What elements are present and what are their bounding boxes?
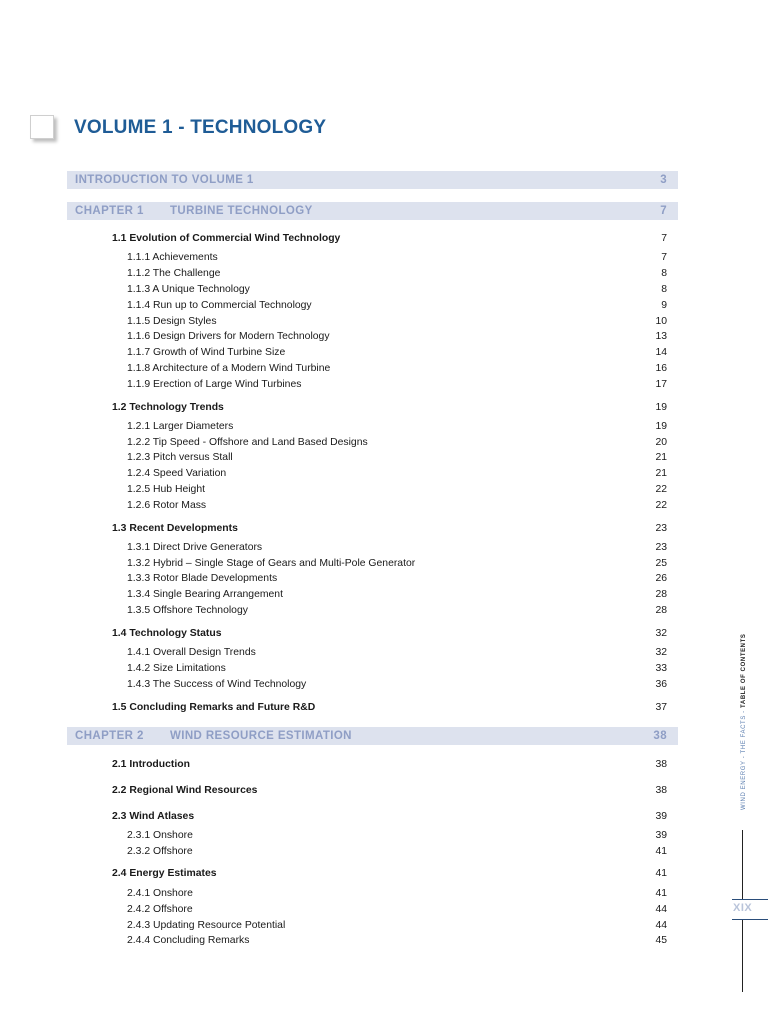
toc-entry-title: 1.2.4 Speed Variation bbox=[127, 468, 227, 479]
toc-entry-title: 1.2.5 Hub Height bbox=[127, 484, 205, 495]
toc-entry-title: 1.2.2 Tip Speed - Offshore and Land Based Designs bbox=[127, 437, 368, 448]
toc-entry-page: 45 bbox=[655, 935, 667, 946]
toc-entry-page: 38 bbox=[655, 759, 667, 770]
toc-entry-page: 36 bbox=[655, 679, 667, 690]
volume-title: VOLUME 1 - TECHNOLOGY bbox=[74, 117, 327, 138]
toc-entry-page: 32 bbox=[655, 647, 667, 658]
toc-entry-page: 19 bbox=[655, 421, 667, 432]
toc-entry-page: 41 bbox=[655, 846, 667, 857]
toc-entry-page: 9 bbox=[661, 300, 667, 311]
toc-entry-page: 41 bbox=[655, 888, 667, 899]
toc-entry-page: 25 bbox=[655, 558, 667, 569]
page-number-rule-top bbox=[732, 899, 768, 900]
chapter2-label: WIND RESOURCE ESTIMATION bbox=[170, 730, 352, 742]
toc-entry-page: 7 bbox=[661, 233, 667, 244]
toc-entry-title: 1.1.5 Design Styles bbox=[127, 316, 217, 327]
toc-entry-title: 2.3.1 Onshore bbox=[127, 830, 193, 841]
toc-entry-page: 32 bbox=[655, 628, 667, 639]
toc-entry-page: 39 bbox=[655, 811, 667, 822]
toc-entry-title: 1.5 Concluding Remarks and Future R&D bbox=[112, 702, 316, 713]
toc-entry-page: 38 bbox=[655, 785, 667, 796]
toc-entry-title: 1.3 Recent Developments bbox=[112, 523, 238, 534]
toc-entry-title: 1.1.9 Erection of Large Wind Turbines bbox=[127, 379, 302, 390]
chapter2-heading[interactable] bbox=[67, 727, 678, 745]
toc-entry-title: 2.4.4 Concluding Remarks bbox=[127, 935, 250, 946]
chapter2-page: 38 bbox=[653, 730, 667, 742]
chapter1-number: CHAPTER 1 bbox=[75, 205, 144, 217]
toc-entry-title: 1.4.1 Overall Design Trends bbox=[127, 647, 256, 658]
toc-entry-title: 1.3.4 Single Bearing Arrangement bbox=[127, 589, 283, 600]
margin-rule-bottom bbox=[742, 920, 743, 992]
toc-entry-title: 2.2 Regional Wind Resources bbox=[112, 785, 258, 796]
toc-entry-page: 7 bbox=[661, 252, 667, 263]
chapter1-heading[interactable] bbox=[67, 202, 678, 220]
toc-entry-title: 1.2.3 Pitch versus Stall bbox=[127, 452, 233, 463]
toc-entry-page: 22 bbox=[655, 484, 667, 495]
toc-entry-page: 44 bbox=[655, 920, 667, 931]
toc-entry-page: 39 bbox=[655, 830, 667, 841]
toc-entry-title: 1.3.3 Rotor Blade Developments bbox=[127, 573, 278, 584]
toc-entry-title: 1.1.2 The Challenge bbox=[127, 268, 221, 279]
toc-entry-title: 1.2 Technology Trends bbox=[112, 402, 224, 413]
toc-entry-title: 1.2.1 Larger Diameters bbox=[127, 421, 234, 432]
toc-entry-page: 16 bbox=[655, 363, 667, 374]
toc-entry-title: 1.1.6 Design Drivers for Modern Technology bbox=[127, 331, 330, 342]
toc-entry-title: 1.1.7 Growth of Wind Turbine Size bbox=[127, 347, 286, 358]
toc-entry-page: 26 bbox=[655, 573, 667, 584]
toc-entry-title: 1.1 Evolution of Commercial Wind Technology bbox=[112, 233, 341, 244]
toc-entry-page: 20 bbox=[655, 437, 667, 448]
toc-entry-page: 44 bbox=[655, 904, 667, 915]
toc-entry-title: 1.3.1 Direct Drive Generators bbox=[127, 542, 263, 553]
toc-entry-title: 1.3.5 Offshore Technology bbox=[127, 605, 248, 616]
toc-entry-title: 1.4 Technology Status bbox=[112, 628, 222, 639]
toc-entry-page: 23 bbox=[655, 523, 667, 534]
intro-label: INTRODUCTION TO VOLUME 1 bbox=[75, 174, 254, 186]
page-number: XIX bbox=[733, 902, 753, 914]
toc-entry-title: 1.1.1 Achievements bbox=[127, 252, 218, 263]
volume-marker-box bbox=[30, 115, 54, 139]
toc-entry-title: 2.4 Energy Estimates bbox=[112, 868, 217, 879]
toc-entry-title: 2.3.2 Offshore bbox=[127, 846, 193, 857]
toc-entry-page: 28 bbox=[655, 605, 667, 616]
toc-entry-page: 13 bbox=[655, 331, 667, 342]
toc-entry-page: 22 bbox=[655, 500, 667, 511]
toc-entry-page: 33 bbox=[655, 663, 667, 674]
chapter1-page: 7 bbox=[660, 205, 667, 217]
chapter2-number: CHAPTER 2 bbox=[75, 730, 144, 742]
toc-entry-title: 2.4.1 Onshore bbox=[127, 888, 193, 899]
toc-entry-page: 19 bbox=[655, 402, 667, 413]
toc-entry-title: 1.1.4 Run up to Commercial Technology bbox=[127, 300, 312, 311]
toc-entry-title: 1.1.8 Architecture of a Modern Wind Turbine bbox=[127, 363, 331, 374]
page-number-rule-bottom bbox=[732, 919, 768, 920]
toc-entry-title: 1.4.2 Size Limitations bbox=[127, 663, 226, 674]
toc-entry-title: 1.3.2 Hybrid – Single Stage of Gears and Multi-Pole Generator bbox=[127, 558, 416, 569]
toc-entry-page: 23 bbox=[655, 542, 667, 553]
toc-entry-page: 8 bbox=[661, 284, 667, 295]
toc-entry-page: 21 bbox=[655, 452, 667, 463]
side-label-book: WIND ENERGY - THE FACTS - bbox=[741, 707, 747, 810]
toc-entry-title: 1.4.3 The Success of Wind Technology bbox=[127, 679, 307, 690]
side-running-header bbox=[741, 634, 747, 810]
toc-entry-page: 17 bbox=[655, 379, 667, 390]
chapter1-label: TURBINE TECHNOLOGY bbox=[170, 205, 313, 217]
toc-entry-page: 37 bbox=[655, 702, 667, 713]
toc-entry-page: 10 bbox=[655, 316, 667, 327]
toc-entry-title: 2.4.2 Offshore bbox=[127, 904, 193, 915]
toc-entry-page: 8 bbox=[661, 268, 667, 279]
toc-entry-page: 14 bbox=[655, 347, 667, 358]
toc-entry-title: 1.1.3 A Unique Technology bbox=[127, 284, 250, 295]
toc-entry-title: 1.2.6 Rotor Mass bbox=[127, 500, 207, 511]
margin-rule-top bbox=[742, 830, 743, 900]
toc-entry-title: 2.3 Wind Atlases bbox=[112, 811, 195, 822]
side-label-section: TABLE OF CONTENTS bbox=[741, 633, 747, 708]
intro-page: 3 bbox=[660, 174, 667, 186]
toc-entry-page: 21 bbox=[655, 468, 667, 479]
toc-entry-title: 2.4.3 Updating Resource Potential bbox=[127, 920, 286, 931]
toc-entry-page: 41 bbox=[655, 868, 667, 879]
toc-entry-page: 28 bbox=[655, 589, 667, 600]
intro-heading[interactable] bbox=[67, 171, 678, 189]
toc-entry-title: 2.1 Introduction bbox=[112, 759, 190, 770]
